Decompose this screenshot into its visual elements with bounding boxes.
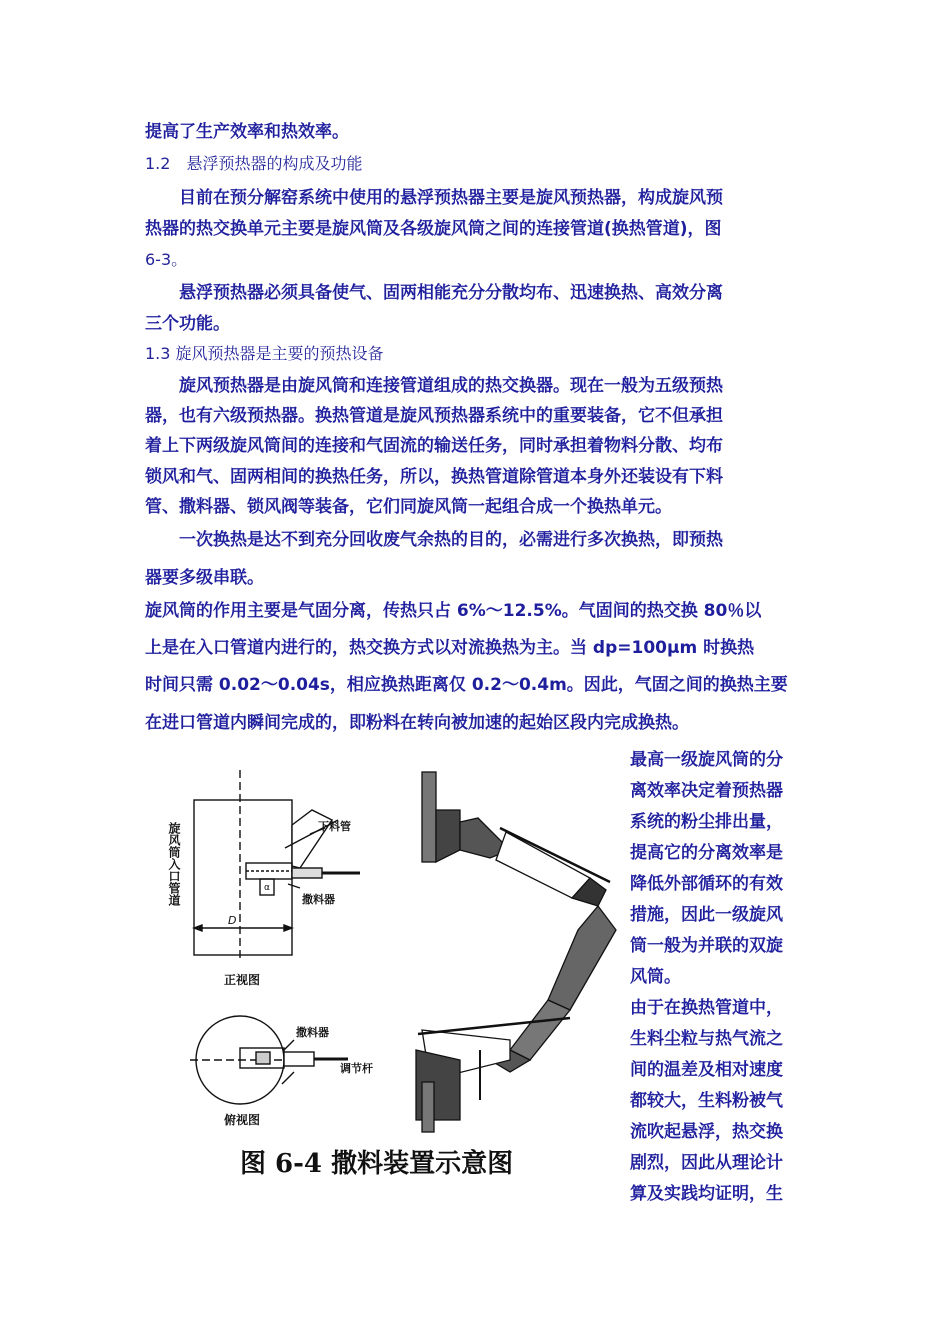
text-line: 6-3。 — [145, 250, 188, 269]
text-line: 一次换热是达不到充分回收废气余热的目的，必需进行多次换热，即预热 — [145, 530, 723, 550]
side-text-line: 间的温差及相对速度 — [630, 1060, 783, 1080]
side-text-line: 最高一级旋风筒的分 — [630, 750, 783, 770]
text-line: 锁风和气、固两相间的换热任务，所以，换热管道除管道本身外还装设有下料 — [145, 467, 723, 487]
text-line: 时间只需 0.02～0.04s，相应换热距离仅 0.2～0.4m。因此，气固之间的换热主要 — [145, 675, 788, 695]
text-line: 旋风筒的作用主要是气固分离，传热只占 6%～12.5%。气固间的热交换 80％以 — [145, 601, 762, 621]
side-text-line: 剧烈，因此从理论计 — [630, 1153, 783, 1173]
text-line: 旋风预热器是由旋风筒和连接管道组成的热交换器。现在一般为五级预热 — [145, 376, 723, 396]
duct-section-diagram — [416, 772, 616, 1132]
label-spreader-top: 撒料器 — [296, 1026, 329, 1039]
label-feed-pipe: 下料管 — [318, 820, 351, 833]
label-alpha: α — [264, 883, 270, 893]
side-text-line: 由于在换热管道中， — [630, 998, 783, 1018]
side-text-line: 降低外部循环的有效 — [630, 874, 783, 894]
front-view-vertical-label: 旋风筒入口管道 — [167, 822, 181, 906]
text-line: 热器的热交换单元主要是旋风筒及各级旋风筒之间的连接管道(换热管道)，图 — [145, 219, 722, 239]
text-line: 提高了生产效率和热效率。 — [145, 122, 349, 142]
text-line: 在进口管道内瞬间完成的，即粉料在转向被加速的起始区段内完成换热。 — [145, 713, 689, 733]
text-line: 管、撒料器、锁风阀等装备，它们同旋风筒一起组合成一个换热单元。 — [145, 497, 672, 517]
text-line: 器要多级串联。 — [145, 568, 264, 588]
label-spreader-front: 撒料器 — [302, 893, 335, 906]
text-line: 着上下两级旋风筒间的连接和气固流的输送任务，同时承担着物料分散、均布 — [145, 436, 723, 456]
side-text-line: 都较大，生料粉被气 — [630, 1091, 783, 1111]
side-text-line: 流吹起悬浮，热交换 — [630, 1122, 783, 1142]
side-text-line: 筒一般为并联的双旋 — [630, 936, 783, 956]
side-text-line: 生料尘粒与热气流之 — [630, 1029, 783, 1049]
side-text-line: 措施，因此一级旋风 — [630, 905, 783, 925]
figure-caption: 图 6-4 撒料装置示意图 — [240, 1149, 514, 1179]
front-view-diagram — [194, 770, 360, 960]
section-heading-1-3: 1.3 旋风预热器是主要的预热设备 — [145, 344, 384, 363]
side-text-line: 风筒。 — [630, 967, 681, 987]
top-view-name: 俯视图 — [224, 1113, 261, 1127]
text-line: 目前在预分解窑系统中使用的悬浮预热器主要是旋风预热器，构成旋风预 — [145, 188, 723, 208]
front-view-name: 正视图 — [224, 973, 261, 987]
text-line: 器，也有六级预热器。换热管道是旋风预热器系统中的重要装备，它不但承担 — [145, 406, 723, 426]
text-line: 三个功能。 — [145, 314, 230, 334]
section-heading-1-2: 1.2 悬浮预热器的构成及功能 — [145, 154, 363, 173]
text-line: 上是在入口管道内进行的，热交换方式以对流换热为主。当 dp=100μm 时换热 — [145, 638, 755, 658]
label-adjust-rod: 调节杆 — [340, 1062, 373, 1075]
side-text-line: 离效率决定着预热器 — [630, 781, 783, 801]
side-text-line: 算及实践均证明，生 — [630, 1184, 783, 1204]
side-text-line: 提高它的分离效率是 — [630, 843, 783, 863]
side-text-line: 系统的粉尘排出量， — [630, 812, 783, 832]
figure-6-4 — [160, 760, 620, 1140]
label-d: D — [228, 914, 237, 927]
text-line: 悬浮预热器必须具备使气、固两相能充分分散均布、迅速换热、高效分离 — [145, 283, 723, 303]
